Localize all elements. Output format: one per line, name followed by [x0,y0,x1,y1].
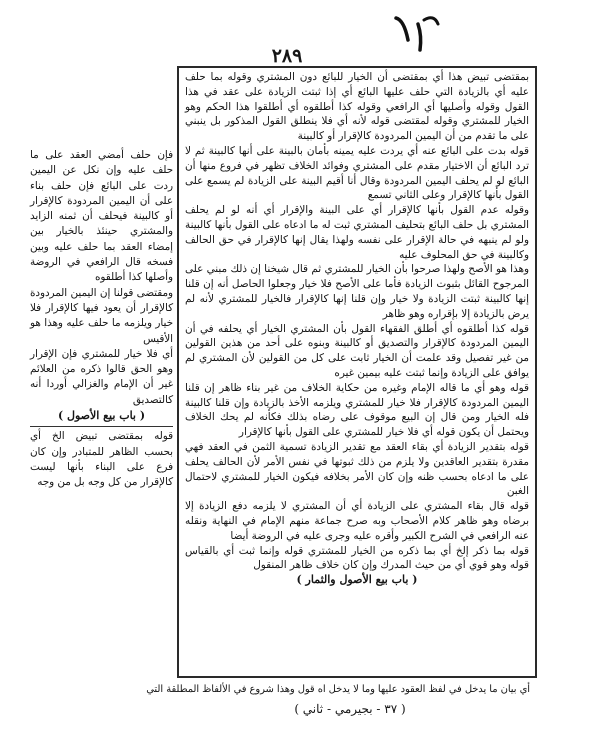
margin-paragraph-1: فإن حلف أمضي العقد على ما حلف عليه وإن نكل عن اليمين ردت على البائع فإن حلف بناء على أن اليمين المردودة كالإقرار أو كالبينة فيحلف أن ثمنه الزايد والمشتري حينئذ بالخيار بين إمضاء العقد بما حلف عليه وبين فسخه قال الرافعي في الروضة وأصلها كذا أطلقوه [30,149,173,284]
margin-note-paragraph-1: قوله بمقتضى تبيض الخ أي بحسب الظاهر للمتبادر وإن كان فرع على البناء بأنها ليست كالإقرار من كل وجه بل من وجه [30,430,173,489]
printer-signature: ( ٣٧ - بجيرمي - ثاني ) [294,702,406,716]
main-paragraph-8: قوله قال بقاء المشتري على الزيادة أي أن المشتري لا يلزمه دفع الزيادة إلا برضاه وهو ظاهر كلام الأصحاب وبه صرح جماعة منهم الإمام في النهاية ونقله عنه الرافعي في الشرح الكبير وأقره عليه وجرى عليه في الروضة أيضا [185,500,529,542]
main-paragraph-7: قوله بتقدير الزيادة أي بقاء العقد مع تقدير الزيادة تسمية الثمن في العقد فهي مقدرة بتقدير العاقدين ولا يلزم من ذلك ثبوتها في نفس الأمر لأن الحالف يحلف على ما ادعاه بحسب ظنه وإن كان الأمر بخلافه فيكون الخيار للمشتري لاحتمال الغبن [185,440,529,498]
handwritten-mark-icon [388,10,446,60]
main-paragraph-2: قوله بدت على البائع عنه أي يردت عليه يمينه بأمان بالبينة على أنها كالبينة ثم لا ترد البائع أن الاختيار مقدم على المشتري وفوائد الخلاف تظهر في فروع منها أن البائع لو لم يحلف اليمين المردودة وقال أنا أقيم البينة على الزيادة لم يسمع على القول بأنها كالإقرار وعلى الثاني تسمع [185,144,529,202]
margin-paragraph-3: أي فلا خيار للمشتري فإن الإقرار وهو الحق قالوا ذكره من العلائم غير أن الإمام والغزالي أوردا أنه كالتصديق [30,347,173,406]
margin-paragraph-2: ومقتضى قولنا إن اليمين المردودة كالإقرار أن يعود فيها كالإقرار فلا خيار ويلزمه ما حلف عليه وهذا هو الأقيس [30,286,173,345]
chapter-heading: ( باب بيع الأصول والثمار ) [296,573,418,587]
main-paragraph-6: قوله وهو أي ما قاله الإمام وغيره من حكاية الخلاف من غير بناء ظاهر إن قلنا اليمين المردودة كالإقرار فلا خيار للمشتري ويلزمه الأخذ بالزيادة وإن قلنا كالبينة فله الخيار ومن قال إن البيع موقوف على رضاه بذلك فكأنه لم يحك الخلاف ويحتمل أن يكون قوله أي فلا خيار للمشتري على القول بأنها كالإقرار [185,381,529,439]
main-paragraph-5: قوله كذا أطلقوه أي أطلق الفقهاء القول بأن المشتري الخيار أي يحلفه في أن اليمين المردودة كالإقرار والتصديق أو كالبينة وبنوه على أحد من هذين القولين من غير تفصيل وقد علمت أن الخيار ثابت على كل من القولين لأن المشتري لم يوافق على الزيادة وإنما ثبتت عليه بيمين غيره [185,322,529,379]
main-paragraph-4: وهذا هو الأصح ولهذا صرحوا بأن الخيار للمشتري ثم قال شيخنا إن ذلك مبني على المرجوح القائل بثبوت الزيادة فأما على الأصح فلا خيار وجعلوا الحاصل أنه إن قلنا إنها كالبينة ثبتت الزيادة ولا خيار وإن قلنا إنها كالإقرار فالخيار للمشتري لأنه لم يرض بالزيادة إلا بإقراره وهو ظاهر [185,263,529,320]
main-paragraph-1: بمقتضى تبيض هذا أي بمقتضى أن الخيار للبائع دون المشتري وقوله بما حلف عليه أي بالزيادة التي حلف عليها البائع أي إذا ثبتت الزيادة على عقد في هذا القول وقوله وأصليها أي الرافعي وقوله كذا أطلقوه أي أطلقوا هذا الحكم وهو الخيار للمشتري وقوله لمقتضى قوله لأنه أي فلا ينطلق القول المذكور بل ينبني على ما تقدم من أن اليمين المردودة كالإقرار أو كالبينة [185,71,529,143]
main-commentary [181,70,533,674]
margin-chapter-heading: ( باب بيع الأصول ) [57,409,146,423]
main-paragraph-9: قوله بما ذكر إلخ أي بما ذكره من الخيار للمشتري قوله وإنما ثبت أي بالقياس قوله وهو قوي أي من حيث المدرك وإن كان خلاف ظاهر المنقول [185,544,529,572]
margin-divider [30,426,173,427]
page-number: ٢٨٩ [271,45,303,67]
margin-commentary [30,148,173,668]
footnote: أي بيان ما يدخل في لفظ العقود عليها وما لا يدخل اه قول وهذا شروع في الألفاظ المطلقة التي [146,684,530,695]
main-paragraph-3: وقوله عدم القول بأنها كالإقرار أي على البينة والإقرار أي أنه لو لم يحلف المشتري بل حلف البائع بتحليف المشتري ثبت له ما ادعاه على القول بأنها كالبينة ولو لم ينبهه في حالة الإقرار على نفسه ولهذا يقال إنها كالإقرار في حق الحالف وكالبينة في حق المحلوف عليه [185,204,529,261]
